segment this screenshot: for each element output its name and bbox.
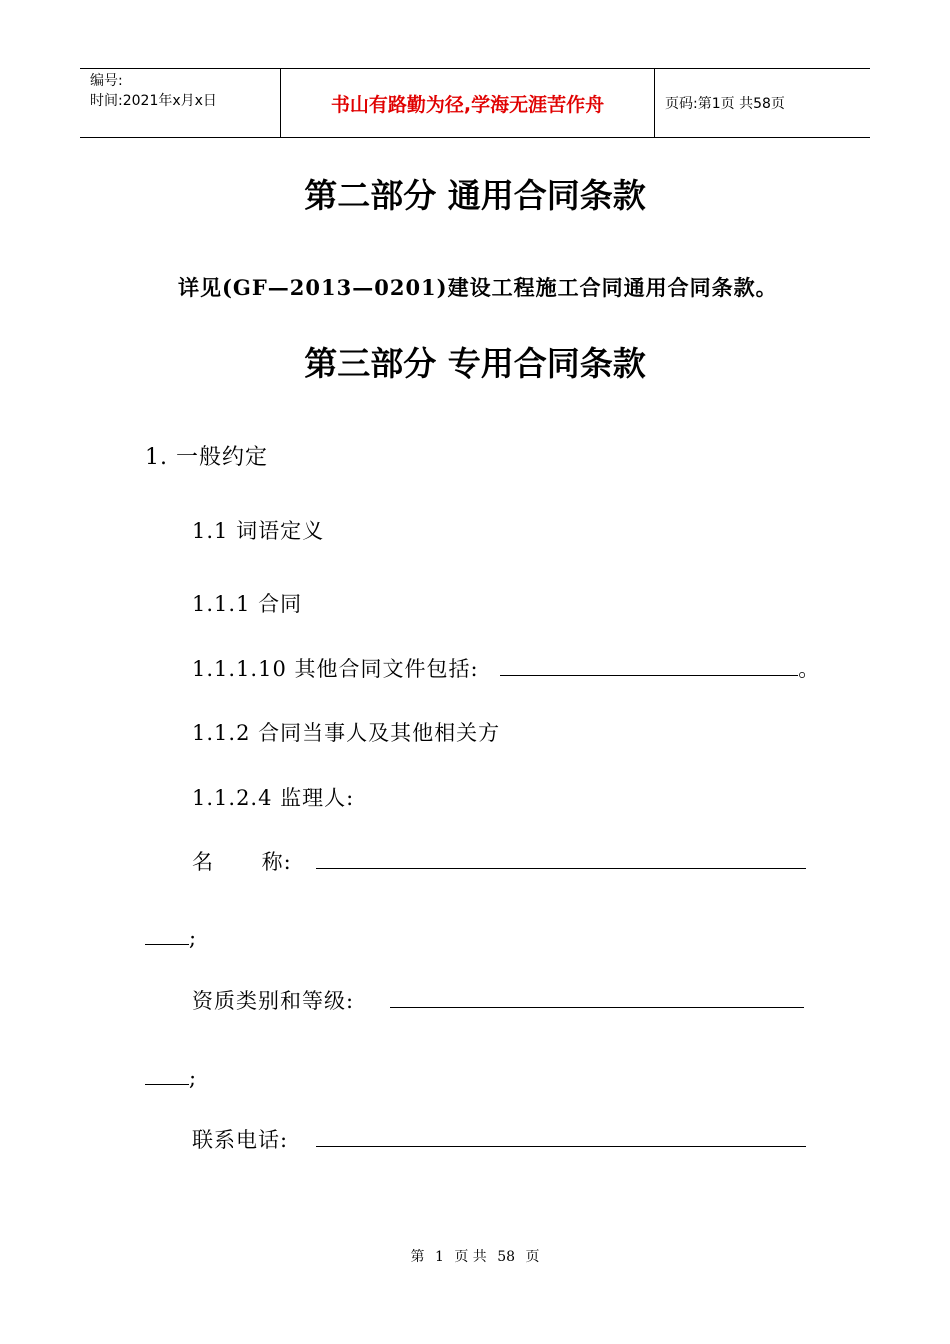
name-label: 名 称: [192,850,292,874]
footer-suffix: 页 [525,1249,540,1265]
section2-title: 第二部分 通用合同条款 [304,176,646,215]
qualification-row [192,985,354,1015]
section2-body: 详见(GF—2013—0201)建设工程施工合同通用合同条款。 [178,275,778,300]
header-motto: 书山有路勤为径,学海无涯苦作舟 [280,69,655,137]
name-row [192,846,292,876]
name-fill-line-continued[interactable] [145,922,189,945]
footer-total: 58 [497,1249,516,1265]
qualification-fill-line-continued[interactable] [145,1062,189,1085]
qualification-semicolon: ; [189,1066,198,1090]
name-semicolon: ; [189,926,198,950]
heading-terms: 1.1 词语定义 [192,519,325,543]
qualification-continuation [145,1062,197,1090]
page-footer [0,1246,950,1266]
qualification-label: 资质类别和等级: [192,989,355,1013]
heading-supervisor: 1.1.2.4 监理人: [192,786,355,810]
footer-page: 1 [434,1249,444,1265]
phone-fill-line[interactable] [316,1124,806,1147]
name-fill-line[interactable] [316,846,806,869]
document-number-label: 编号: [90,73,123,89]
name-continuation [145,922,197,950]
heading-contract: 1.1.1 合同 [192,592,303,616]
heading-parties: 1.1.2 合同当事人及其他相关方 [192,721,501,745]
other-docs-end: 。 [798,657,821,681]
qualification-fill-line[interactable] [390,985,804,1008]
header-left-cell [80,69,280,137]
phone-label: 联系电话: [192,1128,289,1152]
other-docs-fill-line[interactable] [500,653,798,676]
page-header [80,68,870,138]
other-docs-row [192,653,820,683]
section3-title: 第三部分 专用合同条款 [304,344,646,383]
phone-row [192,1124,288,1154]
heading-general: 1. 一般约定 [145,445,268,470]
document-date-label: 时间:2021年x月x日 [90,93,217,109]
footer-middle: 页 共 [454,1249,487,1265]
header-page-label: 页码:第1页 共58页 [665,96,785,112]
footer-prefix: 第 [410,1249,425,1265]
other-docs-label: 1.1.1.10 其他合同文件包括: [192,657,479,681]
